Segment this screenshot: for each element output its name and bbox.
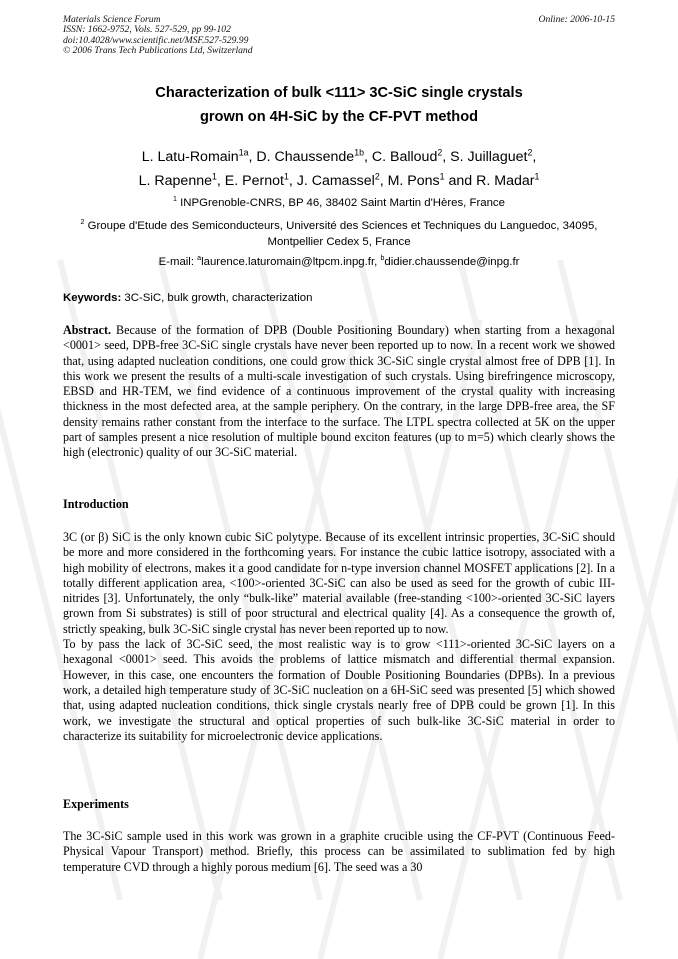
- author-separator: ,: [248, 149, 257, 165]
- abstract-text: Because of the formation of DPB (Double Positioning Boundary) when starting from a hexagonal <0001> seed, DPB-free 3C-SiC single crystals have never been reported up to now. In a recent work we showed that, using adapted nucleation conditions, one could grow thick 3C-SiC single crystal almost free of DPB [1]. In this work we present the results of a multi-scale investigation of such crystals. Using birefringence microscopy, EBSD and HR-TEM, we find evidence of a continuous improvement of the crystal quality with increasing thickness in the most defected area, at the sample periphery. On the contrary, in the large DPB-free area, the SF density remains rather constant from the interface to the surface. The LTPL spectra collected at 5K on the upper part of samples present a nice resolution of multiple bound exciton features (up to m=5) which clearly shows the high (electronic) quality of our 3C-SiC material.: [63, 323, 615, 460]
- affiliation-1: [70, 195, 608, 211]
- journal-copyright: © 2006 Trans Tech Publications Ltd, Switzerland: [63, 45, 253, 57]
- author-affil-sup: 2: [437, 147, 443, 158]
- author-line-2: [0, 169, 678, 193]
- keywords-label: Keywords:: [63, 292, 122, 304]
- experiments-heading: Experiments: [63, 797, 129, 811]
- author-separator: ,: [216, 173, 225, 189]
- author-name: L. Rapenne: [138, 173, 212, 189]
- author-separator: and: [444, 173, 477, 189]
- author-name: M. Pons: [387, 173, 440, 189]
- affiliation-2: [70, 218, 608, 250]
- paper-title: [0, 81, 678, 129]
- author-affil-sup: 2: [374, 171, 380, 182]
- abstract: [63, 323, 615, 461]
- keywords-text: 3C-SiC, bulk growth, characterization: [121, 292, 313, 304]
- author-affil-sup: 1b: [354, 147, 364, 158]
- author-name: L. Latu-Romain: [141, 149, 239, 165]
- author-affil-sup: 1: [212, 171, 217, 182]
- author-line-1: [0, 145, 678, 169]
- author-separator: ,: [379, 173, 388, 189]
- author-list: [0, 145, 678, 193]
- journal-name: Materials Science Forum: [63, 14, 161, 25]
- title-line-1: Characterization of bulk <111> 3C-SiC single crystals: [155, 85, 523, 101]
- author-name: E. Pernot: [224, 173, 284, 189]
- introduction-body: [63, 530, 615, 744]
- introduction-paragraph-1: 3C (or β) SiC is the only known cubic SiC polytype. Because of its excellent intrinsic properties, 3C-SiC should be more and more considered in the forthcoming years. For instance the cubic lattice isotropy, associated with a high mobility of electrons, makes it a good candidate for n-type inversion channel MOSFET applications [2]. In a totally different application area, <100>-oriented 3C-SiC can also be used as seed for the growth of cubic III-nitrides [3]. Unfortunately, the only “bulk-like” material available (free-standing <100>-oriented 3C-SiC layers grown from Si substrates) is still of poor structural and electrical quality [4]. As a consequence the growth of, strictly speaking, bulk 3C-SiC single crystal has never been reported up to now.: [63, 530, 615, 636]
- experiments-body: The 3C-SiC sample used in this work was grown in a graphite crucible using the CF-PVT (Continuous Feed-Physical Vapour Transport) method. Briefly, this process can be assimilated to sublimation fed by high temperature CVD through a highly porous medium [6]. The seed was a 30: [63, 829, 615, 874]
- author-name: J. Camassel: [296, 173, 375, 189]
- online-date: Online: 2006-10-15: [538, 14, 615, 25]
- affiliation-text: Groupe d'Etude des Semiconducteurs, Université des Sciences et Techniques du Languedoc, 34095, Montpellier Cedex 5, France: [87, 220, 598, 248]
- email-line: [0, 254, 678, 270]
- journal-doi[interactable]: doi:10.4028/www.scientific.net/MSF.527-529.99: [63, 34, 249, 46]
- email-separator: ,: [374, 256, 381, 268]
- affiliation-text: INPGrenoble-CNRS, BP 46, 38402 Saint Martin d'Hères, France: [180, 197, 505, 209]
- journal-header: [63, 15, 253, 57]
- email-label: E-mail:: [158, 256, 198, 268]
- author-affil-sup: 1: [534, 171, 540, 182]
- email-sup-a: a: [197, 255, 202, 263]
- keywords: [63, 290, 312, 306]
- author-separator: ,: [288, 173, 297, 189]
- author-separator: ,: [532, 149, 537, 165]
- email-link-a[interactable]: laurence.laturomain@ltpcm.inpg.fr: [201, 256, 375, 268]
- introduction-paragraph-2: To by pass the lack of 3C-SiC seed, the most realistic way is to grow <111>-oriented 3C-SiC layers on a hexagonal <0001> seed. This avoids the problems of lattice mismatch and differential thermal expansion. However, in this case, one encounters the formation of Double Positioning Boundaries (DPBs). In a previous work, a detailed high temperature study of 3C-SiC nucleation on a 6H-SiC seed was presented [5] which showed that, using adapted nucleation conditions, thick single crystals nearly free of DPB could be grown [1]. In this work, we investigate the structural and optical properties of such bulk-like 3C-SiC material in order to characterize its suitability for microelectronic device applications.: [63, 637, 615, 743]
- journal-issn: ISSN: 1662-9752, Vols. 527-529, pp 99-102: [63, 24, 231, 36]
- email-link-b[interactable]: didier.chaussende@inpg.fr: [384, 256, 520, 268]
- email-sup-b: b: [380, 255, 385, 263]
- abstract-label: Abstract.: [63, 323, 112, 337]
- author-affil-sup: 2: [527, 147, 533, 158]
- title-line-2: grown on 4H-SiC by the CF-PVT method: [199, 109, 479, 125]
- author-name: D. Chaussende: [256, 149, 355, 165]
- affiliation-number: 1: [173, 196, 177, 204]
- author-name: S. Juillaguet: [450, 149, 528, 165]
- author-affil-sup: 1: [283, 171, 289, 182]
- author-separator: ,: [363, 149, 372, 165]
- introduction-heading: Introduction: [63, 497, 129, 511]
- author-affil-sup: 1a: [238, 147, 249, 158]
- author-affil-sup: 1: [439, 171, 445, 182]
- affiliation-number: 2: [80, 219, 85, 227]
- author-name: C. Balloud: [371, 149, 438, 165]
- author-separator: ,: [442, 149, 451, 165]
- author-name: R. Madar: [476, 173, 535, 189]
